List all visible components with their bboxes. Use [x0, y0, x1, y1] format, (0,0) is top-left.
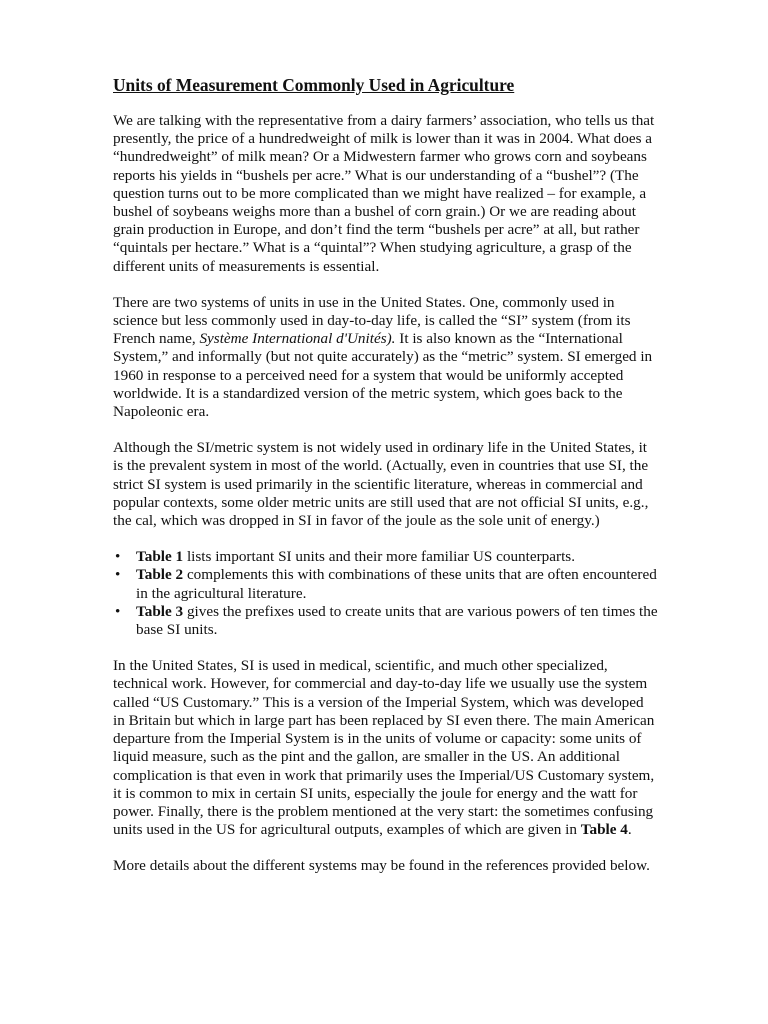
paragraph-si-text-b: It is also known as the “International System,” and informally (but not quite accurately) as the “metric” system. SI emerged in 1960 in response to a perceived need for a system that would be uniformly accepted worldwide. It is a standardized version of the metric system, which goes back to the Napoleonic era.: [113, 330, 653, 421]
list-item-table-3: [113, 603, 658, 639]
bullet-icon: •: [115, 602, 121, 620]
paragraph-references: More details about the different systems may be found in the references provided below.: [113, 857, 650, 875]
bullet-icon: •: [115, 566, 121, 584]
paragraph-intro: We are talking with the representative from a dairy farmers’ association, who tells us that presently, the price of a hundredweight of milk is lower than it was in 2004. What does a “hundredweight” of milk mean? Or a Midwestern farmer who grows corn and soybeans reports his yields in “bushels per acre.” What is our understanding of a “bushel”? (The question turns out to be more complicated than we might have realized – for example, a bushel of soybeans weighs more than a bushel of corn grain.) Or we are reading about grain production in Europe, and don’t find the term “bushels per acre” at all, but rather “quintals per hectare.” What is a “quintal”? When studying agriculture, a grasp of the different units of measurements is essential.: [113, 112, 655, 275]
bullet-icon: •: [115, 548, 121, 566]
list-item-label: Table 1: [136, 548, 184, 566]
document-body: [113, 75, 658, 894]
paragraph-si-text-a: There are two systems of units in use in the United States. One, commonly used in science but less commonly used in day-to-day life, is called the “SI” system (from its French name,: [113, 293, 631, 348]
list-item-text: gives the prefixes used to create units that are various powers of ten times the base SI units.: [136, 602, 658, 639]
list-item-text: complements this with combinations of these units that are often encountered in the agricultural literature.: [136, 566, 657, 602]
table-list: [113, 548, 658, 639]
list-item-table-1: [113, 548, 658, 566]
table-4-reference: Table 4: [580, 821, 628, 839]
paragraph-us-customary: [113, 657, 658, 839]
paragraph-us-text: In the United States, SI is used in medical, scientific, and much other specialized, technical work. However, for commercial and day-to-day life we usually use the system called “US Customary.” This is a version of the Imperial System, which was developed in Britain but which in large part has been replaced by SI even there. The main American departure from the Imperial System is in the units of volume or capacity: some units of liquid measure, such as the pint and the gallon, are smaller in the US. An additional complication is that even in work that primarily uses the Imperial/US Customary system, it is common to mix in certain SI units, especially the joule for energy and the watt for power. Finally, there is the problem mentioned at the very start: the sometimes confusing units used in the US for agricultural outputs, examples of which are given in: [113, 657, 655, 839]
list-item-label: Table 2: [136, 566, 184, 584]
french-name: Système International d'Unités).: [199, 330, 396, 348]
paragraph-us-end: .: [627, 821, 632, 839]
list-item-text: lists important SI units and their more familiar US counterparts.: [183, 548, 575, 566]
list-item-table-2: [113, 566, 658, 602]
paragraph-si-system: [113, 294, 658, 421]
paragraph-metric-usage: Although the SI/metric system is not widely used in ordinary life in the United States, it is the prevalent system in most of the world. (Actually, even in countries that use SI, the strict SI system is used primarily in the scientific literature, whereas in commercial and popular contexts, some older metric units are still used that are not official SI units, e.g., the cal, which was dropped in SI in favor of the joule as the sole unit of energy.): [113, 439, 649, 530]
list-item-label: Table 3: [136, 602, 184, 620]
document-title: Units of Measurement Commonly Used in Agriculture: [113, 75, 515, 95]
